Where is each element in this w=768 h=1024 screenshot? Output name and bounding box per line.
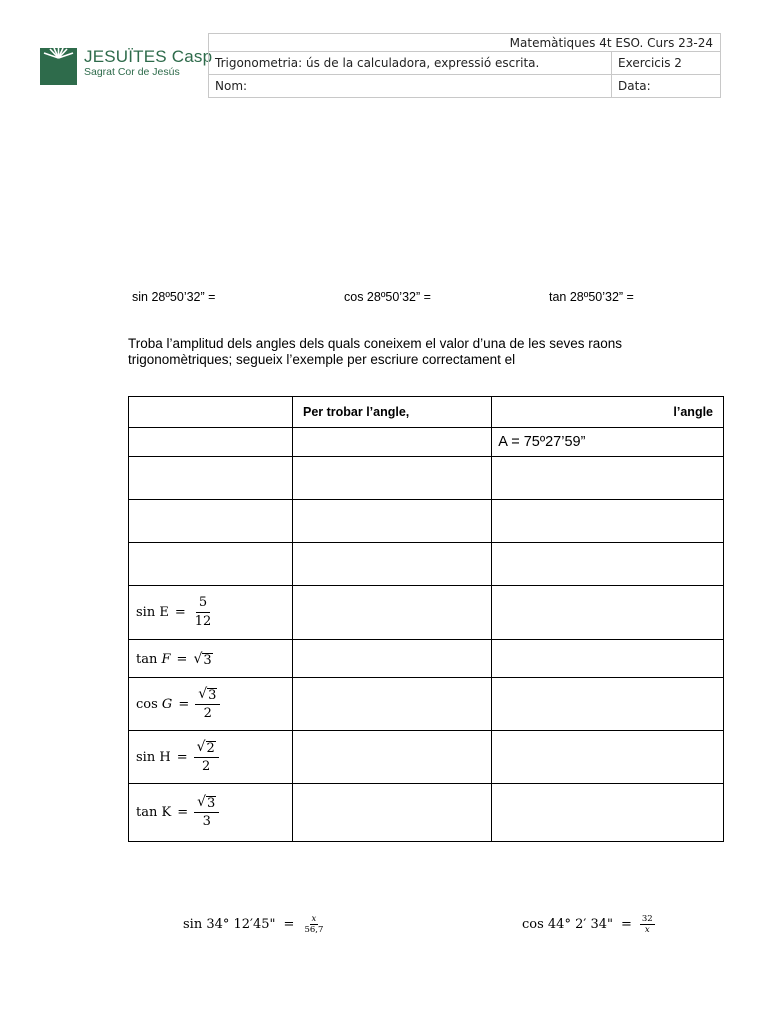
fraction [194,795,219,830]
table-cell[interactable] [492,731,724,784]
ratio-sin-e [129,595,214,630]
equation-lhs: cos 44° 2′ 34" [522,917,613,932]
table-row [129,784,724,842]
ratio-tan-k [129,795,219,830]
school-subtitle: Sagrat Cor de Jesús [84,66,180,78]
radicand: 3 [203,652,212,668]
fn-name: sin [136,605,156,620]
table-cell[interactable] [492,500,724,543]
equals-sign: = [176,749,188,765]
numerator: 32 [641,914,653,924]
table-cell[interactable] [492,543,724,586]
equals-sign: = [620,917,632,932]
fraction [192,595,215,630]
numerator [194,795,219,813]
school-name: JESUÏTES Casp [84,47,213,66]
table-cell[interactable] [292,678,491,731]
equals-sign: = [178,696,190,712]
table-cell[interactable] [492,640,724,678]
angle-var: E [159,605,169,620]
table-cell[interactable] [492,586,724,640]
equation-lhs: sin 34° 12′45" [183,917,276,932]
sqrt-icon: √ [197,794,207,810]
date-field[interactable]: Data: [612,75,721,98]
radicand: 3 [207,796,216,811]
fn-name: cos [136,696,158,712]
table-row [129,678,724,731]
table-row [129,640,724,678]
table-cell[interactable] [129,500,293,543]
angle-var: F [161,651,171,667]
example-answer: A = 75º27’59” [492,428,724,457]
numerator [194,740,219,758]
angle-var: G [161,696,173,712]
numerator [195,687,220,705]
calc-tan-expression: tan 28º50’32” = [549,290,634,304]
table-row [129,586,724,640]
course-title: Matemàtiques 4t ESO. Curs 23-24 [209,34,721,52]
table-row [129,457,724,500]
numerator: 5 [196,595,210,613]
equals-sign: = [174,605,186,620]
table-header-row [129,397,724,428]
calc-cos-expression: cos 28º50’32” = [344,290,431,304]
equation-sin [183,914,325,935]
worksheet-header [208,33,721,98]
equation-cos [522,914,655,935]
ratio-sin-h [129,740,219,775]
ratio-cos-g [129,687,220,722]
example-ratio-cell[interactable] [129,428,293,457]
instruction-text: Troba l’amplitud dels angles dels quals coneixem el valor d’una de les seves raons trigonomètriques; segueix l’exemple per escriure correctament el [128,336,623,367]
table-cell[interactable] [129,457,293,500]
sqrt-icon: √ [196,738,206,755]
equals-sign: = [283,917,295,932]
sqrt-icon: √ [193,650,203,667]
sqrt-icon: √ [198,685,208,702]
school-logo [40,46,213,90]
header-cell-method: Per trobar l’angle, [292,397,491,428]
example-method-cell[interactable] [292,428,491,457]
denominator: 12 [194,614,212,629]
angle-var: H [159,749,171,765]
denominator: 2 [202,758,211,774]
table-cell[interactable] [492,678,724,731]
table-row [129,500,724,543]
table-cell[interactable] [292,640,491,678]
header-cell-angle: l’angle [492,397,724,428]
denominator: 56,7 [304,925,324,935]
numerator: x [311,914,317,924]
fn-name: sin [136,749,156,765]
ratio-tan-f [129,652,213,667]
fraction [640,914,655,935]
table-cell[interactable] [292,784,491,842]
table-cell[interactable] [292,457,491,500]
school-emblem-icon [40,48,77,85]
fn-name: tan [136,805,158,820]
equals-sign: = [176,651,188,667]
table-cell[interactable] [492,784,724,842]
angles-table [128,396,724,842]
table-row [129,543,724,586]
denominator: 3 [202,814,211,829]
denominator: 2 [203,705,212,721]
table-cell[interactable] [292,731,491,784]
table-row [129,731,724,784]
fraction [194,740,219,775]
table-cell[interactable] [292,543,491,586]
equals-sign: = [177,805,189,820]
radicand: 2 [206,740,215,756]
fraction [302,914,325,935]
sheet-title: Exercicis 2 [612,52,721,75]
radicand: 3 [208,687,217,703]
header-cell-ratio [129,397,293,428]
table-cell[interactable] [292,586,491,640]
calc-sin-expression: sin 28º50’32” = [132,290,216,304]
table-cell[interactable] [292,500,491,543]
topic-title: Trigonometria: ús de la calculadora, expressió escrita. [209,52,612,75]
table-cell[interactable] [129,543,293,586]
name-field[interactable]: Nom: [209,75,612,98]
table-cell[interactable] [492,457,724,500]
denominator: x [644,925,650,935]
sqrt [193,652,212,667]
angle-var: K [161,805,172,820]
fn-name: tan [136,651,158,667]
fraction [195,687,220,722]
table-row [129,428,724,457]
